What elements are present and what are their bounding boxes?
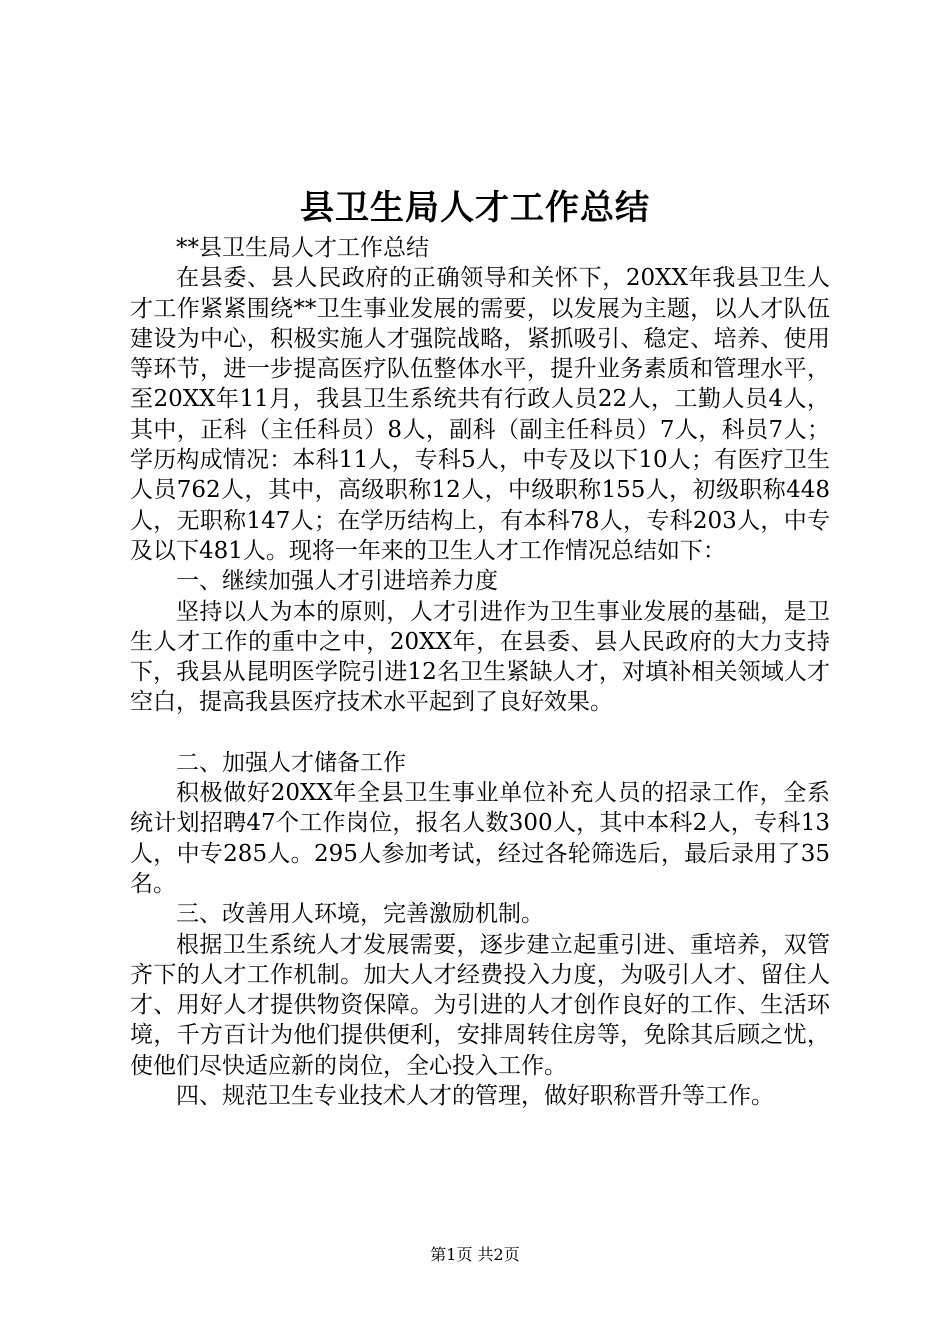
section-heading-2: 二、加强人才储备工作 [176,749,406,776]
section-heading-1: 一、继续加强人才引进培养力度 [176,568,498,595]
document-body [130,233,830,1111]
section-heading-4: 四、规范卫生专业技术人才的管理，做好职称晋升等工作。 [176,1083,774,1110]
section-heading-3: 三、改善用人环境，完善激励机制。 [176,901,544,928]
document-title: 县卫生局人才工作总结 [300,188,650,228]
intro-paragraph: 在县委、县人民政府的正确领导和关怀下，20XX年我县卫生人才工作紧紧围绕**卫生事业发展的需要，以发展为主题，以人才队伍建设为中心，积极实施人才强院战略，紧抓吸引、稳定、培养、使用等环节，进一步提高医疗队伍整体水平，提升业务素质和管理水平，至20XX年11月，我县卫生系统共有行政人员22人，工勤人员4人，其中，正科（主任科员）8人，副科（副主任科员）7人，科员7人；学历构成情况：本科11人，专科5人，中专及以下10人；有医疗卫生人员762人，其中，高级职称12人，中级职称155人，初级职称448人，无职称147人；在学历结构上，有本科78人，专科203人，中专及以下481人。现将一年来的卫生人才工作情况总结如下： [130,265,830,564]
page-number-footer: 第1页 共2页 [430,1245,520,1264]
section-paragraph-1: 坚持以人为本的原则，人才引进作为卫生事业发展的基础，是卫生人才工作的重中之中，20XX年，在县委、县人民政府的大力支持下，我县从昆明医学院引进12名卫生紧缺人才，对填补相关领域人才空白，提高我县医疗技术水平起到了良好效果。 [130,598,830,716]
section-paragraph-2: 积极做好20XX年全县卫生事业单位补充人员的招录工作，全系统计划招聘47个工作岗位，报名人数300人，其中本科2人，专科13人，中专285人。295人参加考试，经过各轮筛选后，最后录用了35名。 [130,780,830,897]
section-paragraph-3: 根据卫生系统人才发展需要，逐步建立起重引进、重培养，双管齐下的人才工作机制。加大人才经费投入力度，为吸引人才、留住人才、用好人才提供物资保障。为引进的人才创作良好的工作、生活环境，千方百计为他们提供便利，安排周转住房等，免除其后顾之忧，使他们尽快适应新的岗位，全心投入工作。 [130,931,830,1079]
subtitle-paragraph: **县卫生局人才工作总结 [176,235,429,261]
